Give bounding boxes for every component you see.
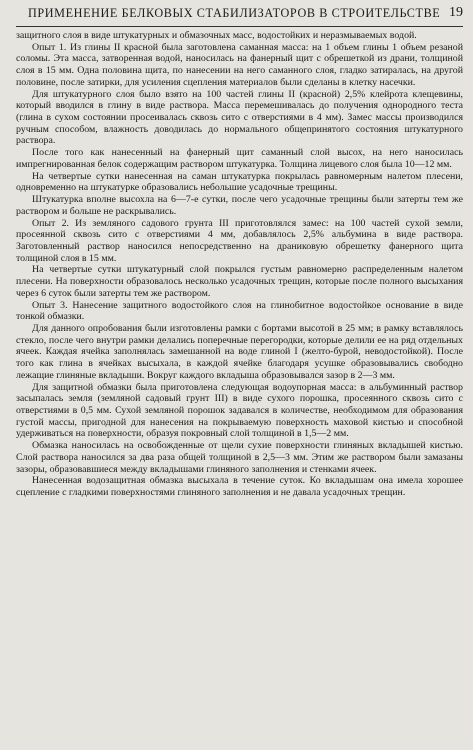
page-number: 19 bbox=[449, 5, 463, 20]
paragraph-coating-dried: Нанесенная водозащитная обмазка высыхала в течение суток. Ко вкладышам она имела хорошее сцепление с гладкими поверхностями глиняного заполнения и не давала усадочных трещин. bbox=[16, 475, 463, 499]
paragraph-experiment-3: Опыт 3. Нанесение защитного водостойкого слоя на глинобитное водостойкое основание в виде тонкой обмазки. bbox=[16, 299, 463, 323]
paragraph-continuation: защитного слоя в виде штукатурных и обмазочных масс, водостойких и неразмываемых водой. bbox=[16, 30, 417, 41]
paragraph-experiment-1: Опыт 1. Из глины II красной была заготовлена саманная масса: на 1 объем глины 1 объем резаной соломы. Эта масса, затворенная водой, наносилась на фанерный щит с обрешеткой из драни, толщиной слоя в 15 мм. Одна половина щита, по нанесении на него саманного слоя, гладко затиралась, на другой половине, после затирки, для усиления сцепления материалов были сделаны в клетку насечки. bbox=[16, 41, 463, 88]
body-text bbox=[16, 30, 463, 499]
running-title: ПРИМЕНЕНИЕ БЕЛКОВЫХ СТАБИЛИЗАТОРОВ В СТРОИТЕЛЬСТВЕ bbox=[28, 6, 441, 20]
paragraph-plaster-layer: Для штукатурного слоя было взято на 100 частей глины II (красной) 2,5% клейрота клещевины, который вводился в глину в виде раствора. Масса перемешивалась до получения однородного теста (глина в сухом состоянии просеивалась сквозь сито с отверстиями в 4 мм). Замес массы производился ручным способом, влажность доводилась до нормального общепринятого состояния штукатурного раствора. bbox=[16, 88, 463, 147]
page-header bbox=[16, 4, 463, 27]
paragraph-protective-coating: Для защитной обмазки была приготовлена следующая водоупорная масса: в альбуминный раствор засыпалась земля (земляной садовый грунт III) в виде сухого порошка, просеянного сквозь сито с отверстиями в 0,5 мм. Сухой земляной порошок задавался в количестве, необходимом для образования густой массы, пригодной для нанесения на покрываемую поверхность маховой кистью и способной удерживаться на поверхности, образуя покровный слой толщиной в 1,5—2 мм. bbox=[16, 381, 463, 440]
paragraph-frames: Для данного опробования были изготовлены рамки с бортами высотой в 25 мм; в рамку вставлялось стекло, после чего внутри рамки делались поперечные перегородки, которые делили ее на ряд отдельных ячеек. Каждая ячейка заполнялась замешанной на воде глиной I (желто-бурой, неводостойкой). После того как глина в ячейках высыхала, в каждой ячейке благодаря усушке образовывались свободно лежащие глиняные вкладыши. Вокруг каждого вкладыша образовывался зазор в 2—3 мм. bbox=[16, 322, 463, 381]
paragraph-plaster-applied: После того как нанесенный на фанерный щит саманный слой высох, на него наносилась импрегнированная белок содержащим раствором штукатурка. Толщина лицевого слоя была 10—12 мм. bbox=[16, 147, 463, 170]
paragraph-fourth-day: На четвертые сутки нанесенная на саман штукатурка покрылась равномерным налетом плесени, одновременно на штукатурке образовались небольшие усадочные трещины. bbox=[16, 170, 463, 194]
paragraph-mold: На четвертые сутки штукатурный слой покрылся густым равномерно распределенным налетом плесени. На поверхности образовалось несколько усадочных трещин, которые после полного высыхания через 6 суток были затерты тем же раствором. bbox=[16, 264, 463, 299]
paragraph-experiment-2: Опыт 2. Из земляного садового грунта III приготовлялся замес: на 100 частей сухой земли, просеянной сквозь сито с отверстиями 4 мм, добавлялось 2,5% альбумина в виде раствора. Заготовленный раствор наносился непосредственно на драниковую обрешетку фанерного щита толщиной слоя в 15 мм. bbox=[16, 217, 463, 264]
paragraph-drying: Штукатурка вполне высохла на 6—7-е сутки, после чего усадочные трещины были затерты тем же раствором и больше не раскрывались. bbox=[16, 194, 463, 217]
paragraph-coating-applied: Обмазка наносилась на освобожденные от щели сухие поверхности глиняных вкладышей кистью. Слой раствора наносился за два раза общей толщиной в 2,5—3 мм. Этим же раствором были замазаны зазоры, образовавшиеся между вкладышами глиняного заполнения и стенками ячеек. bbox=[16, 440, 463, 475]
